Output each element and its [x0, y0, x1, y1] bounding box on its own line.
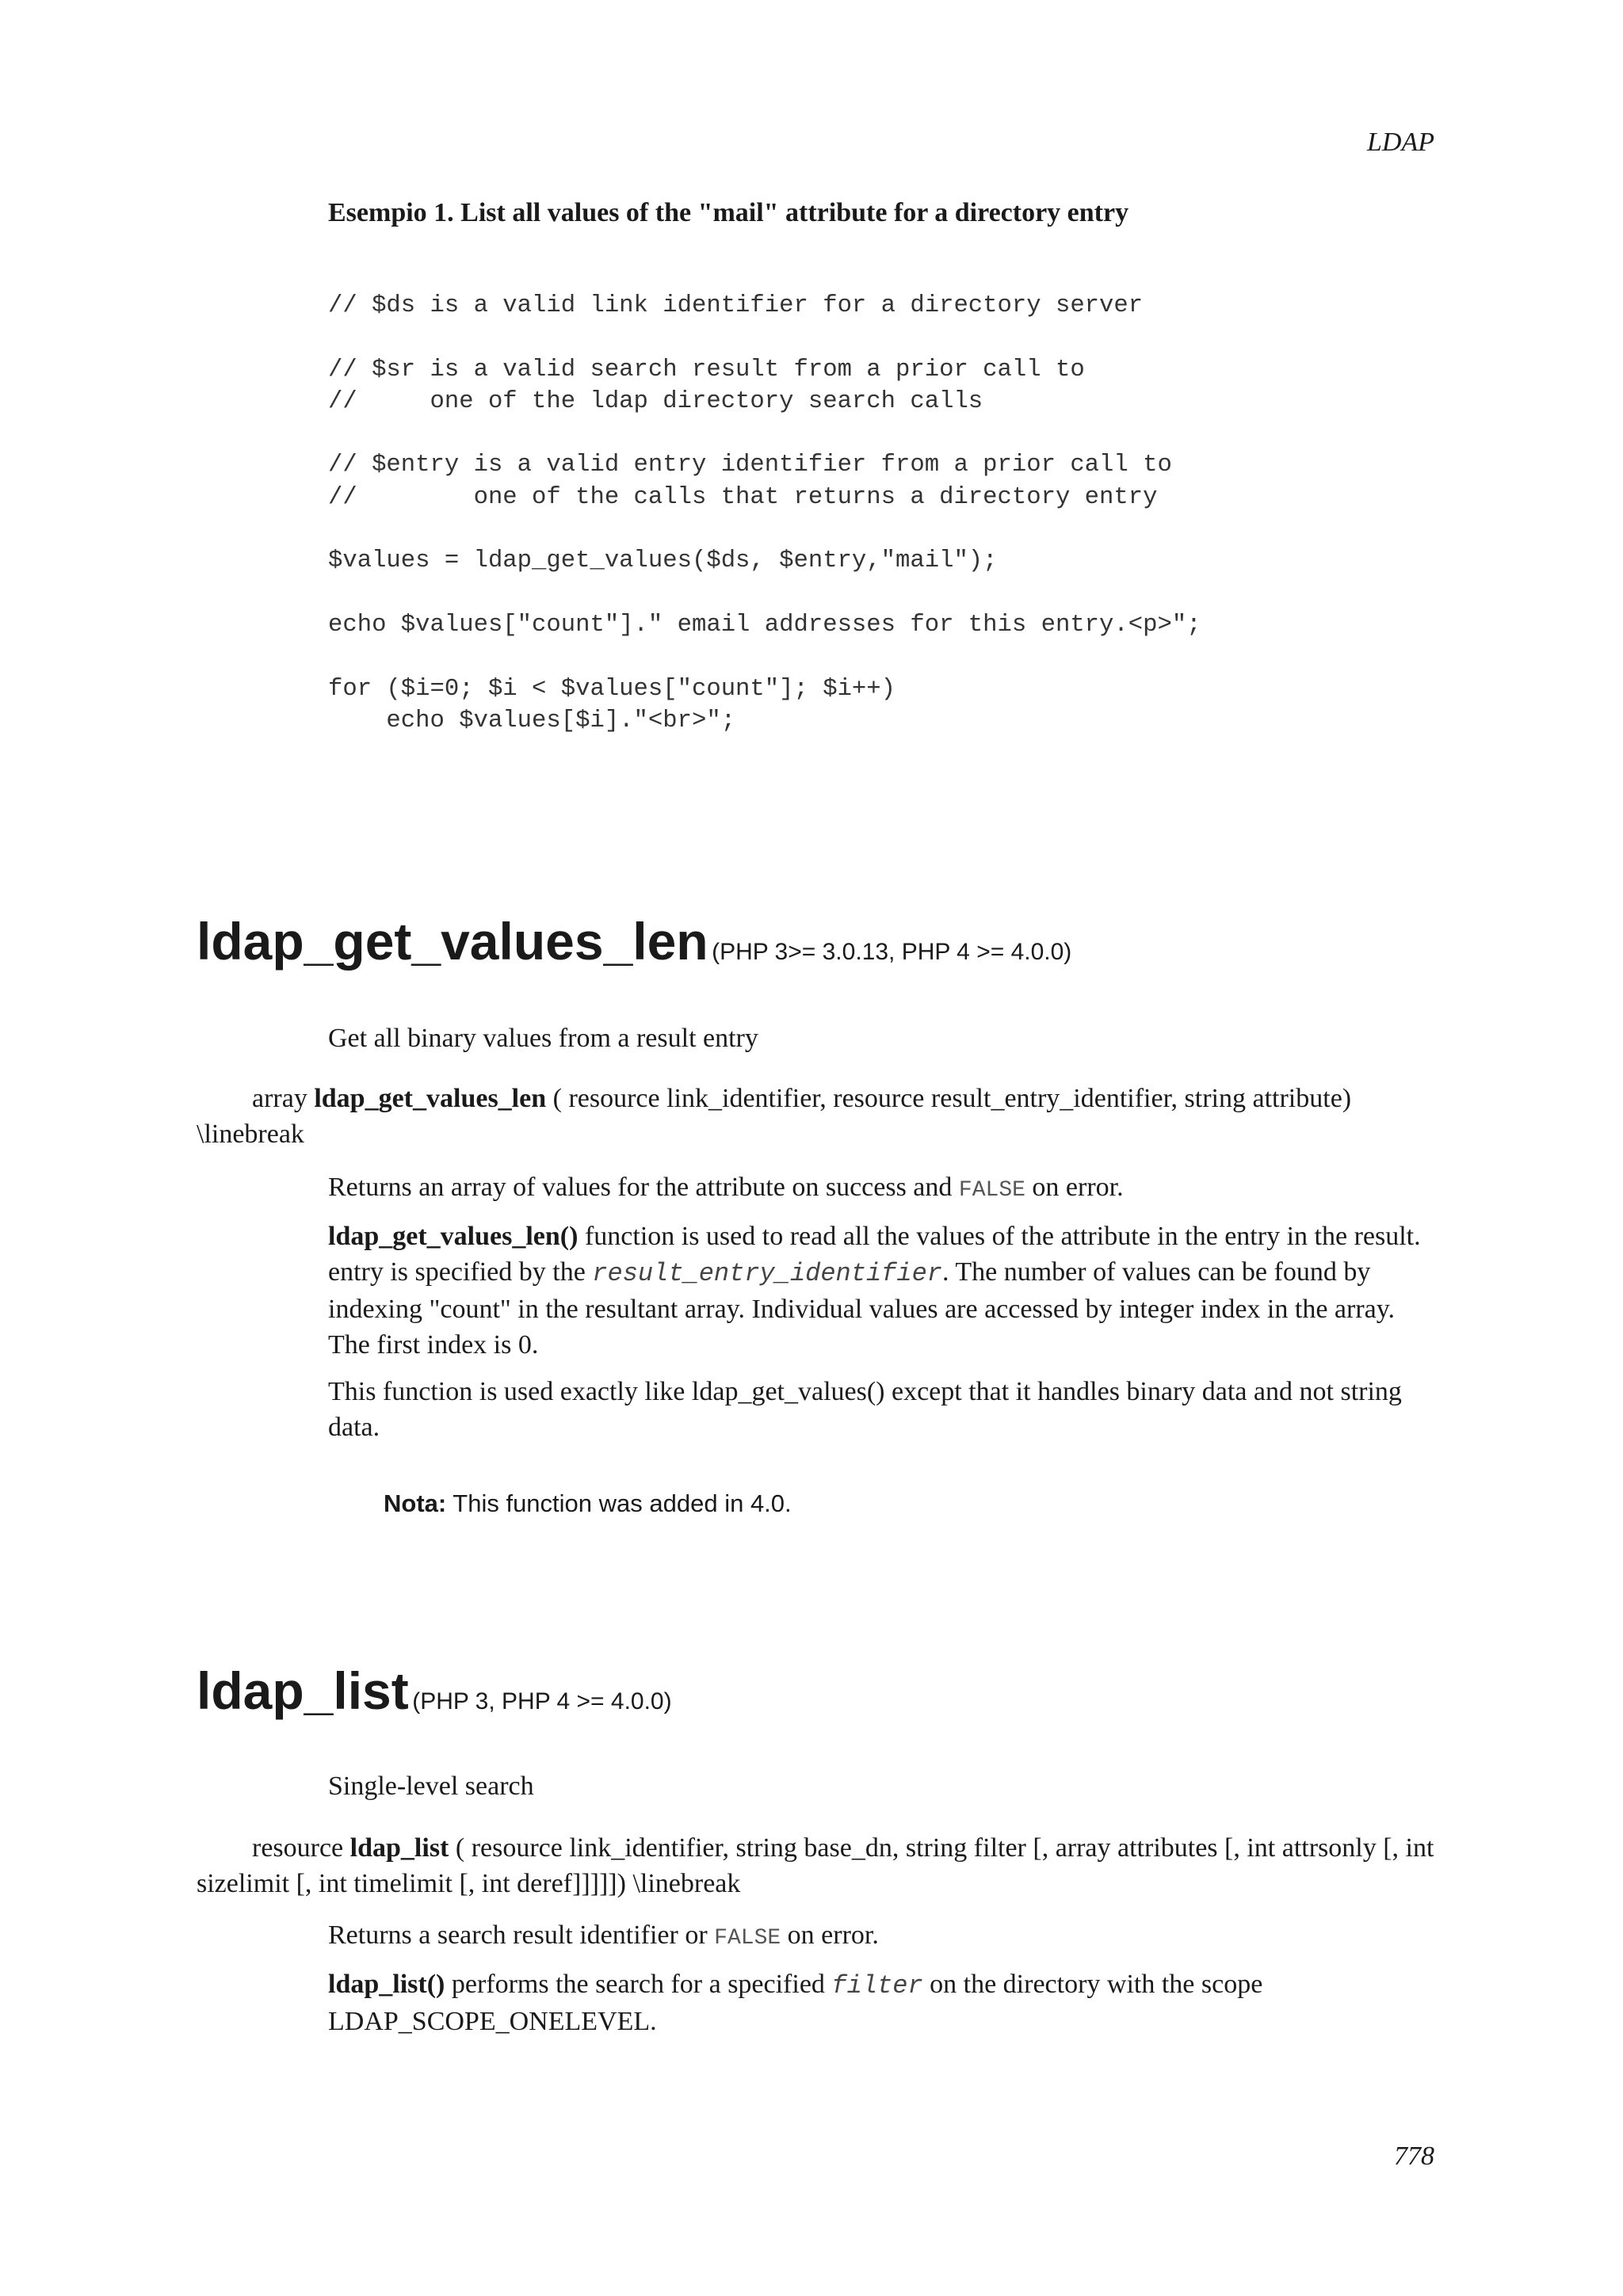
- false-constant: FALSE: [714, 1926, 781, 1951]
- note: [384, 1488, 792, 1520]
- description-paragraph: [328, 1966, 1438, 2039]
- purpose-text: Get all binary values from a result entry: [328, 1024, 758, 1053]
- description-paragraph: [328, 1219, 1438, 1363]
- purpose-text: Single-level search: [328, 1772, 534, 1801]
- running-head: LDAP: [1367, 128, 1434, 157]
- section-heading-get-values-len: [197, 910, 1071, 973]
- returns-text-after: on error.: [1032, 1173, 1124, 1202]
- synopsis-params: ( resource link_identifier, string base_dn, string filter [, array attributes [, int attrsonly [, int sizelimit [, int timelimit [, int deref]]]]]) \linebreak: [197, 1833, 1434, 1898]
- description-function-name: ldap_get_values_len(): [328, 1222, 579, 1251]
- false-constant: FALSE: [958, 1178, 1025, 1203]
- note-text: This function was added in 4.0.: [453, 1489, 792, 1517]
- example-title: Esempio 1. List all values of the "mail" attribute for a directory entry: [328, 198, 1129, 227]
- description-paragraph-2: This function is used exactly like ldap_get_values() except that it handles binary data and not string data.: [328, 1377, 1402, 1442]
- function-name: ldap_list: [197, 1661, 409, 1720]
- description-text-cont: . The number of values can be found by indexing "count" in the resultant array. Individual values are accessed by integer index in the array. The first index is 0.: [328, 1257, 1396, 1360]
- note-label: Nota:: [384, 1489, 447, 1517]
- description-function-name: ldap_list(): [328, 1970, 445, 1999]
- description-text: performs the search for a specified: [451, 1970, 825, 1999]
- description-text: function is used to read all the values of the attribute in the entry in the result. entry is specified by the: [328, 1222, 1421, 1287]
- return-type: resource: [252, 1833, 344, 1863]
- code-example: // $ds is a valid link identifier for a directory server // $sr is a valid search result from a prior call to // one of the ldap directory search calls // $entry is a valid entry identifier from a prior call to // one of the calls that returns a directory entry $values = ldap_get_values($ds, $entry,"mail"); echo $values["count"]." email addresses for this entry.<p>"; for ($i=0; $i < $values["count"]; $i++) echo $values[$i]."<br>";: [328, 292, 1201, 734]
- returns-paragraph: [328, 1169, 1438, 1208]
- synopsis-params: ( resource link_identifier, resource result_entry_identifier, string attribute) \linebreak: [197, 1084, 1352, 1149]
- function-name: ldap_get_values_len: [197, 912, 708, 971]
- return-type: array: [252, 1084, 307, 1113]
- synopsis-function-name: ldap_get_values_len: [314, 1084, 547, 1113]
- returns-paragraph: [328, 1917, 1438, 1956]
- section-heading-list: [197, 1659, 672, 1722]
- description-text-cont: on the directory with the scope LDAP_SCOPE_ONELEVEL.: [328, 1970, 1263, 2036]
- version-info: (PHP 3>= 3.0.13, PHP 4 >= 4.0.0): [712, 939, 1072, 965]
- version-info: (PHP 3, PHP 4 >= 4.0.0): [412, 1688, 672, 1714]
- returns-text-after: on error.: [787, 1920, 879, 1950]
- synopsis-function-name: ldap_list: [349, 1833, 449, 1863]
- returns-text-before: Returns a search result identifier or: [328, 1920, 708, 1950]
- page-number: 778: [1394, 2142, 1434, 2171]
- function-synopsis: [197, 1830, 1434, 1901]
- returns-text-before: Returns an array of values for the attribute on success and: [328, 1173, 953, 1202]
- parameter-name: filter: [831, 1971, 923, 2000]
- parameter-name: result_entry_identifier: [592, 1259, 942, 1288]
- function-synopsis: [197, 1081, 1434, 1152]
